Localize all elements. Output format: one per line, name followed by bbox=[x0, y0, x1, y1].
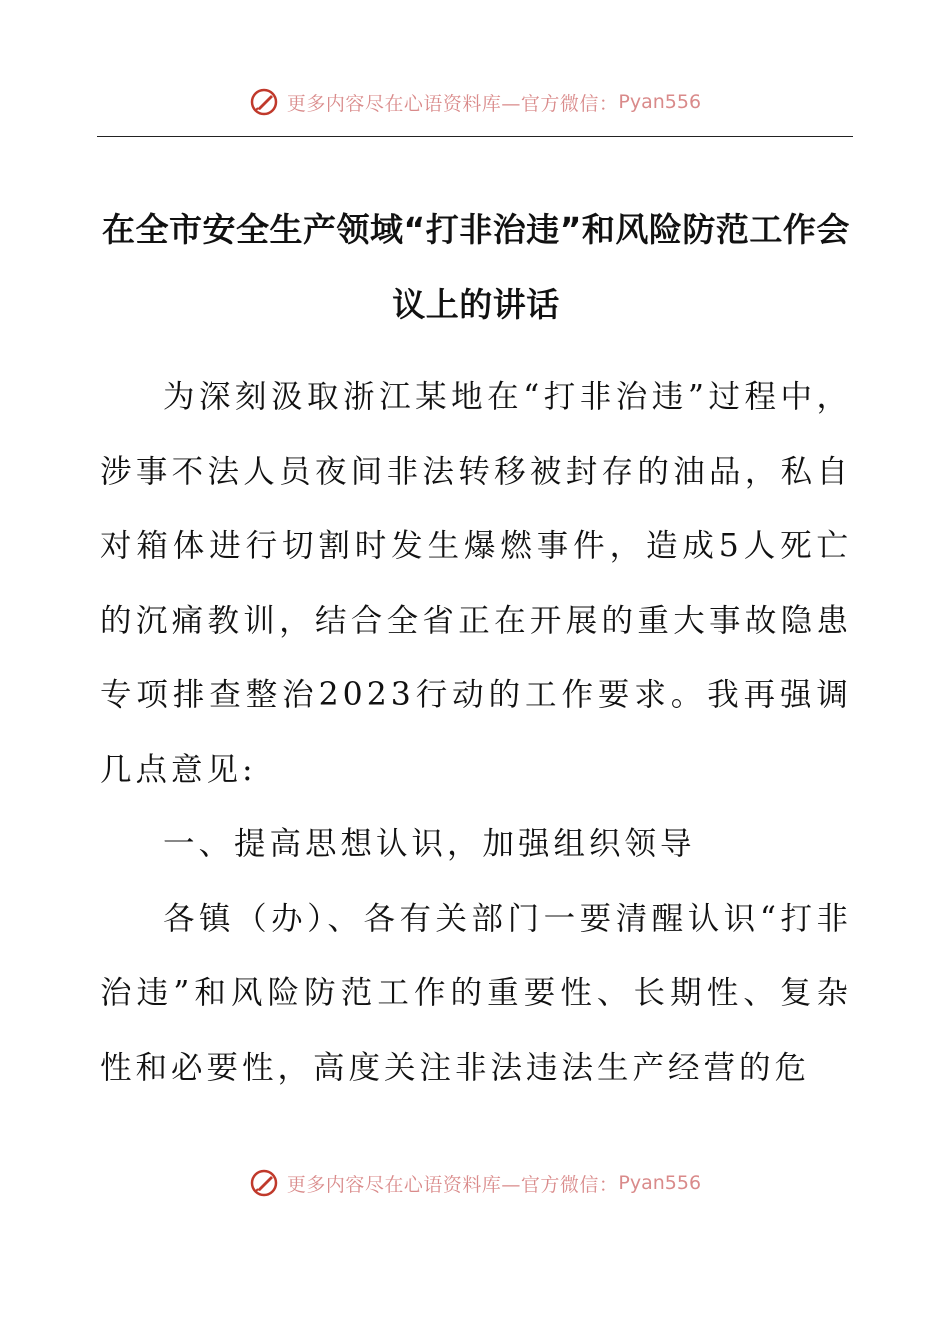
watermark-site-text: 更多内容尽在心语资料库—官方微信： bbox=[286, 1173, 619, 1196]
paragraph-section-1: 各镇（办）、各有关部门一要清醒认识“打非治违”和风险防范工作的重要性、长期性、复杂性和必要性，高度关注非法违法生产经营的危 bbox=[100, 900, 852, 1086]
footer-watermark bbox=[0, 1163, 950, 1203]
quill-pen-logo-icon bbox=[249, 87, 279, 117]
quill-pen-logo-icon bbox=[249, 1168, 279, 1198]
header-watermark bbox=[0, 82, 950, 122]
section-heading-1: 一、提高思想认识，加强组织领导 bbox=[163, 826, 696, 862]
paragraph-intro: 为深刻汲取浙江某地在“打非治违”过程中，涉事不法人员夜间非法转移被封存的油品，私自对箱体进行切割时发生爆燃事件，造成5人死亡的沉痛教训，结合全省正在开展的重大事故隐患专项排查整治2023行动的工作要求。我再强调几点意见: bbox=[100, 379, 852, 788]
document-body bbox=[100, 360, 852, 1105]
watermark-wechat-id: Pyan556 bbox=[618, 1172, 702, 1194]
document-title: 在全市安全生产领域“打非治违”和风险防范工作会议上的讲话 bbox=[102, 210, 850, 324]
header-divider bbox=[97, 136, 853, 137]
watermark-site-text: 更多内容尽在心语资料库—官方微信： bbox=[286, 92, 619, 115]
watermark-wechat-id: Pyan556 bbox=[618, 91, 702, 113]
